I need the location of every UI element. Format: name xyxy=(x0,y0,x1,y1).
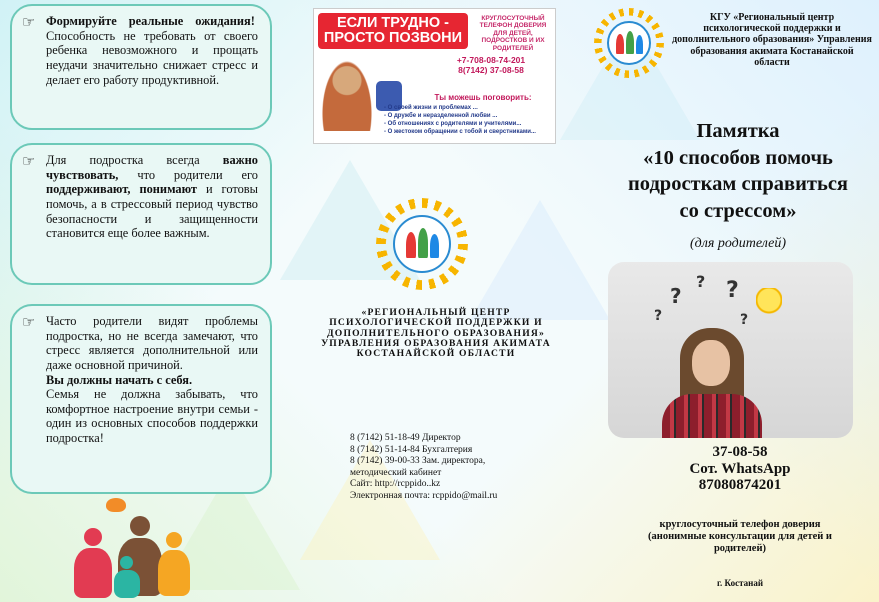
question-mark-icon: ? xyxy=(696,272,706,291)
phone-numbers xyxy=(660,444,820,494)
hotline-city-phone: 8(7142) 37-08-58 xyxy=(458,65,524,76)
tip-2-text: и готовы помочь, а в стрессовый период чувство безопасности и защищенности становится еще более важным. xyxy=(46,182,258,241)
pointing-hand-icon: ☞ xyxy=(22,13,36,31)
phone-line: 87080874201 xyxy=(698,477,782,493)
subtitle: (для родителей) xyxy=(689,236,787,251)
header-logo xyxy=(594,8,664,78)
org-header: КГУ «Региональный центр психологической поддержки и дополнительного образования» Управления образования акимата Костанайской области xyxy=(672,12,872,68)
hotline-topic: - О дружбе и неразделенной любви ... xyxy=(384,113,498,120)
title-line: подросткам справиться xyxy=(627,173,849,196)
contact-email[interactable]: Электронная почта: rcppido@mail.ru xyxy=(350,490,498,501)
hotline-topic: - Об отношениях с родителями и учителями... xyxy=(384,121,522,128)
page-title xyxy=(600,118,876,225)
hotline-banner xyxy=(313,8,556,144)
hotline-tag: КРУГЛОСУТОЧНЫЙ ТЕЛЕФОН ДОВЕРИЯ ДЛЯ ДЕТЕЙ, ПОДРОСТКОВ И ИХ РОДИТЕЛЕЙ xyxy=(479,15,547,52)
tip-box-2 xyxy=(10,143,272,285)
question-mark-icon: ? xyxy=(654,308,663,324)
pointing-hand-icon: ☞ xyxy=(22,152,36,170)
tip-3-text: Семья не должна забывать, что комфортное настроение внутри семьи - один из основных способов поддержки подростка! xyxy=(46,387,258,445)
phone-line: Сот. WhatsApp xyxy=(689,460,791,477)
tip-1-lead: Формируйте реальные ожидания! xyxy=(46,14,255,28)
city-label: г. Костанай xyxy=(716,578,764,588)
center-logo xyxy=(376,198,468,290)
question-mark-icon: ? xyxy=(726,278,739,303)
stressed-teen-photo xyxy=(608,262,853,438)
tip-2-text: Для подростка всегда xyxy=(46,153,223,167)
background-triangle xyxy=(470,200,610,320)
title-line: «10 способов помочь xyxy=(643,146,833,169)
hotline-topic: - О своей жизни и проблемах ... xyxy=(384,105,478,111)
hotline-topic: - О жестоком обращении с тобой и сверстниками... xyxy=(384,129,536,136)
tip-2-bold: поддерживают, xyxy=(46,182,131,197)
contact-line: 8 (7142) 51-18-49 Директор xyxy=(350,433,461,443)
tip-box-3 xyxy=(10,304,272,494)
phone-line: 37-08-58 xyxy=(712,444,768,460)
lightbulb-icon xyxy=(756,288,782,318)
hotline-mobile: +7-708-08-74-201 xyxy=(456,55,526,65)
tip-3-text: Часто родители видят проблемы подростка, но не всегда замечают, что стресс является дополнительной или даже основной причиной. xyxy=(46,314,258,372)
tip-1-text: Способность не требовать от своего ребенка невозможного и прощать неудачи значительно снижает стресс и делает его работу продуктивной. xyxy=(46,28,258,87)
org-name-block: «РЕГИОНАЛЬНЫЙ ЦЕНТР ПСИХОЛОГИЧЕСКОЙ ПОДДЕРЖКИ И ДОПОЛНИТЕЛЬНОГО ОБРАЗОВАНИЯ» УПРАВЛЕНИЯ ОБРАЗОВАНИЯ АКИМАТА КОСТАНАЙСКОЙ ОБЛАСТИ xyxy=(321,307,551,360)
tip-box-1 xyxy=(10,4,272,130)
contacts-block xyxy=(350,433,540,502)
tip-3-bold: Вы должны начать с себя. xyxy=(46,372,193,387)
hotline-topics xyxy=(384,104,554,136)
tip-2-bold: понимают xyxy=(139,182,198,197)
pointing-hand-icon: ☞ xyxy=(22,313,36,331)
contact-website[interactable]: Сайт: http://rcppido..kz xyxy=(350,479,441,490)
question-mark-icon: ? xyxy=(670,284,682,308)
heart-icon xyxy=(106,498,126,512)
tip-2-text: что родители его xyxy=(118,167,258,182)
title-line: со стрессом» xyxy=(679,199,797,222)
contact-line: 8 (7142) 51-14-84 Бухгалтерия xyxy=(350,444,473,455)
family-illustration xyxy=(62,498,202,598)
title-line: Памятка xyxy=(696,120,780,142)
helpline-note: круглосуточный телефон доверия (анонимные консультации для детей и родителей) xyxy=(648,519,832,555)
question-mark-icon: ? xyxy=(740,312,749,328)
tip-2-bold: важно чувствовать, xyxy=(46,153,258,182)
contact-line: методический кабинет xyxy=(350,467,442,478)
contact-line: 8 (7142) 39-00-33 Зам. директора, xyxy=(350,456,486,467)
hotline-numbers xyxy=(432,55,550,75)
hotline-headline: ЕСЛИ ТРУДНО - ПРОСТО ПОЗВОНИ xyxy=(318,13,468,49)
hotline-talk-title: Ты можешь поговорить: xyxy=(434,93,532,102)
girl-illustration xyxy=(322,61,372,131)
